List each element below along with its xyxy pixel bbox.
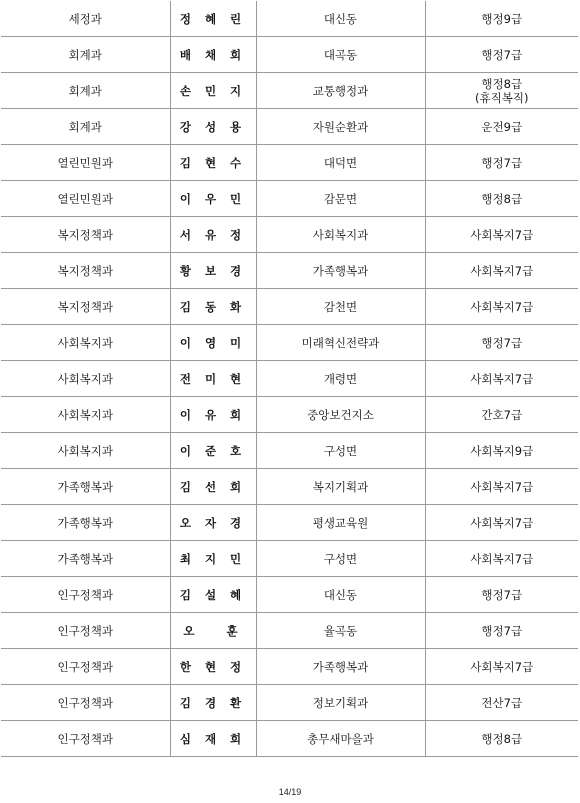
personnel-table-body bbox=[1, 1, 578, 757]
grade-cell bbox=[425, 253, 578, 289]
new-post-cell: 가족행복과 bbox=[256, 253, 425, 289]
table-row bbox=[1, 1, 578, 37]
department-cell: 회계과 bbox=[1, 73, 170, 109]
department-cell: 열린민원과 bbox=[1, 145, 170, 181]
grade-cell bbox=[425, 685, 578, 721]
grade-cell bbox=[425, 37, 578, 73]
grade-line: 행정7급 bbox=[481, 155, 523, 170]
employee-name-cell: 한 현 정 bbox=[170, 649, 256, 685]
employee-name-cell: 손 민 지 bbox=[170, 73, 256, 109]
grade-cell bbox=[425, 73, 578, 109]
grade-cell bbox=[425, 325, 578, 361]
grade-line: 행정7급 bbox=[481, 623, 523, 638]
table-row bbox=[1, 541, 578, 577]
table-row bbox=[1, 289, 578, 325]
new-post-cell: 대신동 bbox=[256, 1, 425, 37]
new-post-cell: 대신동 bbox=[256, 577, 425, 613]
table-row bbox=[1, 325, 578, 361]
table-row bbox=[1, 361, 578, 397]
employee-name-cell: 서 유 정 bbox=[170, 217, 256, 253]
employee-name-cell: 전 미 현 bbox=[170, 361, 256, 397]
grade-line: 사회복지7급 bbox=[470, 371, 534, 386]
employee-name-cell: 정 혜 린 bbox=[170, 1, 256, 37]
grade-line: 전산7급 bbox=[481, 695, 523, 710]
department-cell: 인구정책과 bbox=[1, 721, 170, 757]
department-cell: 열린민원과 bbox=[1, 181, 170, 217]
employee-name-cell: 최 지 민 bbox=[170, 541, 256, 577]
employee-name-cell: 이 유 희 bbox=[170, 397, 256, 433]
grade-line: 사회복지7급 bbox=[470, 479, 534, 494]
table-row bbox=[1, 721, 578, 757]
page-number: 14/19 bbox=[278, 787, 302, 797]
table-row bbox=[1, 469, 578, 505]
grade-line: 행정9급 bbox=[481, 11, 523, 26]
department-cell: 회계과 bbox=[1, 109, 170, 145]
new-post-cell: 개령면 bbox=[256, 361, 425, 397]
table-row bbox=[1, 253, 578, 289]
employee-name-cell: 황 보 경 bbox=[170, 253, 256, 289]
grade-cell bbox=[425, 397, 578, 433]
employee-name-cell: 이 영 미 bbox=[170, 325, 256, 361]
grade-cell bbox=[425, 613, 578, 649]
employee-name-cell: 오 자 경 bbox=[170, 505, 256, 541]
employee-name-cell: 배 채 희 bbox=[170, 37, 256, 73]
department-cell: 인구정책과 bbox=[1, 649, 170, 685]
grade-cell bbox=[425, 289, 578, 325]
department-cell: 사회복지과 bbox=[1, 433, 170, 469]
new-post-cell: 교통행정과 bbox=[256, 73, 425, 109]
new-post-cell: 대곡동 bbox=[256, 37, 425, 73]
grade-cell bbox=[425, 505, 578, 541]
new-post-cell: 총무새마을과 bbox=[256, 721, 425, 757]
grade-cell bbox=[425, 469, 578, 505]
new-post-cell: 정보기획과 bbox=[256, 685, 425, 721]
employee-name-cell: 김 설 혜 bbox=[170, 577, 256, 613]
new-post-cell: 감문면 bbox=[256, 181, 425, 217]
department-cell: 복지정책과 bbox=[1, 253, 170, 289]
grade-cell bbox=[425, 649, 578, 685]
grade-line: (휴직복직) bbox=[475, 90, 529, 105]
department-cell: 회계과 bbox=[1, 37, 170, 73]
department-cell: 인구정책과 bbox=[1, 577, 170, 613]
grade-line: 행정8급 bbox=[481, 76, 523, 91]
table-row bbox=[1, 649, 578, 685]
grade-cell bbox=[425, 721, 578, 757]
new-post-cell: 감천면 bbox=[256, 289, 425, 325]
grade-cell bbox=[425, 1, 578, 37]
grade-line: 사회복지7급 bbox=[470, 227, 534, 242]
new-post-cell: 구성면 bbox=[256, 433, 425, 469]
employee-name-cell: 심 재 희 bbox=[170, 721, 256, 757]
new-post-cell: 율곡동 bbox=[256, 613, 425, 649]
department-cell: 세정과 bbox=[1, 1, 170, 37]
employee-name-cell: 김 현 수 bbox=[170, 145, 256, 181]
grade-cell bbox=[425, 361, 578, 397]
new-post-cell: 사회복지과 bbox=[256, 217, 425, 253]
table-row bbox=[1, 217, 578, 253]
table-row bbox=[1, 109, 578, 145]
grade-cell bbox=[425, 577, 578, 613]
new-post-cell: 평생교육원 bbox=[256, 505, 425, 541]
grade-line: 사회복지7급 bbox=[470, 263, 534, 278]
employee-name-cell: 오 훈 bbox=[170, 613, 256, 649]
employee-name-cell: 김 경 환 bbox=[170, 685, 256, 721]
table-row bbox=[1, 505, 578, 541]
department-cell: 인구정책과 bbox=[1, 685, 170, 721]
table-row bbox=[1, 37, 578, 73]
department-cell: 사회복지과 bbox=[1, 361, 170, 397]
table-row bbox=[1, 577, 578, 613]
department-cell: 사회복지과 bbox=[1, 397, 170, 433]
grade-line: 간호7급 bbox=[481, 407, 523, 422]
employee-name-cell: 강 성 용 bbox=[170, 109, 256, 145]
table-row bbox=[1, 685, 578, 721]
department-cell: 인구정책과 bbox=[1, 613, 170, 649]
department-cell: 복지정책과 bbox=[1, 289, 170, 325]
table-row bbox=[1, 73, 578, 109]
grade-line: 사회복지7급 bbox=[470, 299, 534, 314]
table-row bbox=[1, 433, 578, 469]
new-post-cell: 복지기획과 bbox=[256, 469, 425, 505]
new-post-cell: 구성면 bbox=[256, 541, 425, 577]
department-cell: 가족행복과 bbox=[1, 505, 170, 541]
table-row bbox=[1, 613, 578, 649]
department-cell: 복지정책과 bbox=[1, 217, 170, 253]
new-post-cell: 중앙보건지소 bbox=[256, 397, 425, 433]
grade-line: 사회복지9급 bbox=[470, 443, 534, 458]
grade-cell bbox=[425, 109, 578, 145]
table-row bbox=[1, 181, 578, 217]
department-cell: 사회복지과 bbox=[1, 325, 170, 361]
grade-cell bbox=[425, 433, 578, 469]
grade-cell bbox=[425, 217, 578, 253]
grade-line: 사회복지7급 bbox=[470, 659, 534, 674]
grade-line: 행정7급 bbox=[481, 47, 523, 62]
table-row bbox=[1, 397, 578, 433]
grade-line: 사회복지7급 bbox=[470, 515, 534, 530]
employee-name-cell: 김 선 희 bbox=[170, 469, 256, 505]
grade-line: 행정8급 bbox=[481, 191, 523, 206]
personnel-table bbox=[1, 1, 578, 757]
new-post-cell: 자원순환과 bbox=[256, 109, 425, 145]
new-post-cell: 미래혁신전략과 bbox=[256, 325, 425, 361]
department-cell: 가족행복과 bbox=[1, 541, 170, 577]
employee-name-cell: 이 준 호 bbox=[170, 433, 256, 469]
employee-name-cell: 이 우 민 bbox=[170, 181, 256, 217]
grade-cell bbox=[425, 541, 578, 577]
grade-line: 행정8급 bbox=[481, 731, 523, 746]
grade-line: 사회복지7급 bbox=[470, 551, 534, 566]
grade-cell bbox=[425, 145, 578, 181]
grade-line: 운전9급 bbox=[481, 119, 523, 134]
grade-line: 행정7급 bbox=[481, 587, 523, 602]
grade-line: 행정7급 bbox=[481, 335, 523, 350]
new-post-cell: 대덕면 bbox=[256, 145, 425, 181]
table-row bbox=[1, 145, 578, 181]
grade-cell bbox=[425, 181, 578, 217]
employee-name-cell: 김 동 화 bbox=[170, 289, 256, 325]
new-post-cell: 가족행복과 bbox=[256, 649, 425, 685]
department-cell: 가족행복과 bbox=[1, 469, 170, 505]
